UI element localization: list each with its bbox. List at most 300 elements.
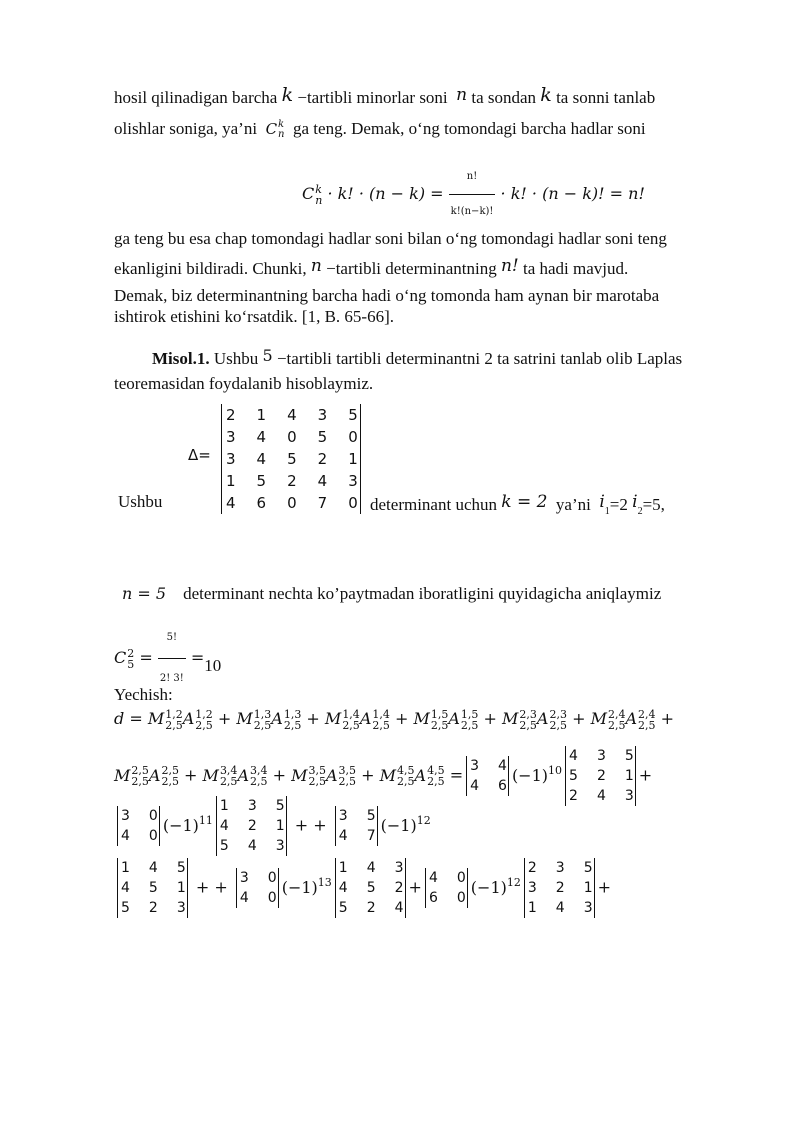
matrix-cell: 1	[256, 406, 267, 424]
matrix-cell: 5	[366, 808, 376, 824]
matrix-cell: 0	[287, 494, 297, 512]
a-indices	[549, 709, 567, 731]
a-indices	[427, 765, 445, 787]
matrix-row	[566, 766, 635, 786]
matrix-cell: 0	[148, 828, 158, 844]
matrix-cell: 1	[338, 860, 348, 876]
dash: −	[297, 88, 307, 107]
fraction	[449, 160, 496, 229]
matrix-row	[222, 492, 360, 514]
solution-line3	[114, 796, 431, 856]
matrix-cell: 4	[596, 788, 606, 804]
matrix-cell: 5	[569, 768, 578, 784]
matrix-cell: 4	[239, 890, 249, 906]
math-cnk	[266, 120, 285, 138]
a-letter: A	[237, 765, 249, 785]
math-5: 5	[262, 346, 273, 365]
matrix-row	[237, 888, 278, 908]
index-sup: 3,4	[219, 764, 238, 777]
matrix-row	[222, 404, 360, 426]
matrix-cell: 4	[121, 880, 130, 896]
math-n: n	[456, 85, 468, 105]
m-indices	[519, 709, 537, 731]
determinant	[524, 858, 595, 918]
minor-term	[590, 707, 656, 732]
formula-1	[302, 160, 645, 217]
m-indices	[308, 765, 326, 787]
matrix-cell: 2	[287, 472, 297, 490]
matrix-cell: 5	[256, 472, 267, 490]
count-formula	[114, 618, 222, 684]
matrix-cell: 3	[226, 428, 236, 446]
plus: +	[660, 709, 675, 728]
a-letter: A	[448, 709, 460, 728]
m-letter: M	[147, 709, 165, 728]
power-base: (−1)	[281, 877, 318, 897]
a-letter: A	[148, 765, 161, 785]
delta-symbol: Δ=	[188, 446, 211, 464]
index-sub: 2,5	[460, 718, 479, 732]
matrix-cell: 5	[624, 748, 634, 764]
matrix-cell: 6	[428, 890, 438, 906]
eq: =	[139, 648, 153, 667]
determinant	[335, 806, 378, 846]
power-base: (−1)	[470, 877, 507, 897]
matrix-cell: 2	[247, 818, 257, 834]
matrix-table	[118, 858, 187, 918]
matrix-cell: 7	[366, 828, 376, 844]
matrix-table	[426, 868, 467, 908]
m-letter: M	[379, 765, 397, 785]
n-sub: n	[278, 129, 285, 140]
matrix-row	[222, 470, 360, 492]
matrix-row	[118, 806, 159, 826]
matrix-cell: 2	[555, 880, 565, 896]
matrix-cell: 1	[121, 860, 130, 876]
dash: −	[276, 349, 287, 368]
solution-line1	[114, 704, 674, 734]
frac-den: 2! 3!	[159, 673, 184, 684]
matrix-cell: 2	[596, 768, 606, 784]
matrix-cell: 3	[470, 758, 480, 774]
plus: +	[361, 765, 375, 785]
matrix-cell: 4	[470, 778, 480, 794]
matrix-table	[566, 746, 635, 806]
matrix-cell: 1	[624, 768, 634, 784]
plus: +	[306, 709, 320, 728]
matrix-cell: 3	[121, 808, 130, 824]
solution-line4	[114, 858, 611, 918]
matrix-cell: 3	[317, 406, 328, 424]
c-letter: C	[302, 184, 315, 203]
index-sub: 2,5	[165, 718, 183, 732]
matrix-cell: 2	[394, 880, 404, 896]
matrix-cell: 3	[239, 870, 249, 886]
matrix-cell: 0	[267, 870, 277, 886]
text: determinant uchun	[370, 495, 497, 514]
m-letter: M	[114, 765, 131, 785]
matrix-cell: 4	[121, 828, 130, 844]
matrix-cell: 4	[428, 870, 438, 886]
matrix-cell: 3	[247, 798, 257, 814]
index-sub: 2,5	[638, 718, 656, 732]
index-sub: 2,5	[253, 718, 272, 732]
m-letter: M	[590, 709, 607, 728]
a-letter: A	[359, 709, 372, 728]
para2-line3: Demak, biz determinantning barcha hadi o‘ng tomonda ham aynan bir marotaba	[114, 286, 660, 305]
a-indices	[339, 765, 357, 787]
m-indices	[254, 709, 272, 731]
para2-line2	[114, 255, 628, 280]
power-exp: 12	[506, 875, 521, 889]
index-sub: 2,5	[131, 775, 149, 788]
index-sup: 1,5	[460, 707, 479, 721]
matrix-row	[217, 836, 286, 856]
matrix-cell: 3	[555, 860, 565, 876]
a-indices	[161, 765, 179, 787]
matrix-cell: 3	[527, 880, 537, 896]
matrix-row	[525, 858, 594, 878]
minor-term	[202, 764, 268, 788]
determinant	[425, 868, 468, 908]
index-sub: 2,5	[427, 775, 445, 788]
sign-power	[162, 813, 213, 835]
plus-plus: + +	[294, 815, 327, 835]
index-sub: 2,5	[430, 718, 449, 732]
matrix-cell: 4	[256, 428, 267, 446]
minor-term	[324, 707, 390, 732]
a-letter: A	[182, 709, 195, 728]
text: ekanligini bildiradi. Chunki,	[114, 259, 307, 278]
sign-power	[380, 813, 431, 835]
matrix-row	[525, 898, 594, 918]
determinant	[216, 796, 287, 856]
index-sup: 1,5	[430, 707, 449, 721]
matrix-cell: 5	[317, 428, 328, 446]
plus: +	[597, 877, 612, 897]
m-letter: M	[413, 709, 430, 728]
matrix-cell: 1	[176, 880, 186, 896]
result: 10	[204, 656, 222, 675]
matrix-cell: 1	[583, 880, 593, 896]
matrix-row	[217, 796, 286, 816]
m-letter: M	[202, 765, 219, 785]
text: tartibli tartibli determinantni 2 ta satrini tanlab olib Laplas	[286, 349, 683, 368]
matrix-cell: 5	[176, 860, 186, 876]
determinant	[117, 806, 160, 846]
a-letter: A	[625, 709, 638, 728]
power-exp: 12	[416, 813, 431, 827]
index-sub: 2,5	[338, 775, 357, 788]
math-k-eq: k = 2	[501, 492, 548, 512]
matrix-table	[222, 404, 360, 514]
matrix-row	[467, 776, 508, 796]
minor-term	[379, 764, 445, 788]
power-base: (−1)	[162, 815, 199, 835]
index-sub: 2,5	[195, 718, 213, 732]
index-sup: 1,2	[165, 707, 183, 721]
i1-sub: 1	[604, 506, 610, 517]
sign-power	[511, 763, 563, 785]
plus: +	[184, 765, 198, 785]
a-indices	[638, 709, 656, 731]
formula-part: · k! · (n − k) =	[327, 184, 444, 203]
index-sup: 2,3	[549, 707, 567, 721]
text: tartibli determinantning	[335, 259, 497, 278]
index-sub: 2,5	[161, 775, 179, 788]
matrix-table	[336, 806, 377, 846]
matrix-cell: 1	[275, 818, 285, 834]
m-indices	[165, 709, 183, 731]
index-sup: 4,5	[427, 764, 445, 777]
text: Ushbu	[213, 349, 259, 368]
text: ta hadi mavjud.	[522, 259, 629, 278]
matrix-cell: 5	[219, 838, 229, 854]
a-letter: A	[325, 765, 338, 785]
matrix-cell: 0	[348, 494, 358, 512]
para2-line4: ishtirok etishini ko‘rsatdik. [1, B. 65-66].	[114, 307, 395, 326]
frac-den: k!(n−k)!	[450, 206, 494, 217]
matrix-cell: 4	[394, 900, 404, 916]
matrix-cell: 4	[148, 860, 158, 876]
delta-matrix	[221, 404, 361, 514]
plus: +	[572, 709, 586, 728]
determinant	[565, 746, 636, 806]
sign-power	[470, 875, 521, 897]
matrix-cell: 1	[226, 472, 236, 490]
formula-part: · k! · (n − k)! = n!	[500, 184, 645, 203]
matrix-cell: 2	[569, 788, 578, 804]
ushbu-label: Ushbu	[118, 492, 163, 511]
matrix-cell: 4	[338, 880, 348, 896]
plus: +	[272, 765, 286, 785]
matrix-cell: 0	[456, 870, 466, 886]
a-letter: A	[271, 709, 283, 728]
matrix-cell: 2	[148, 900, 158, 916]
matrix-cell: 5	[583, 860, 593, 876]
matrix-table	[336, 858, 405, 918]
text: olishlar soniga, ya’ni	[114, 119, 258, 138]
matrix-row	[336, 826, 377, 846]
matrix-cell: 4	[317, 472, 328, 490]
index-sub: 2,5	[372, 718, 390, 732]
index-sub: 2,5	[219, 775, 238, 788]
text: hosil qilinadigan barcha	[114, 88, 278, 107]
matrix-cell: 4	[226, 494, 236, 512]
m-indices	[342, 709, 360, 731]
matrix-row	[426, 868, 467, 888]
matrix-cell: 1	[527, 900, 537, 916]
text: ga teng. Demak, o‘ng tomondagi barcha hadlar soni	[293, 119, 646, 138]
c-letter: C	[114, 648, 127, 667]
matrix-cell: 4	[256, 450, 267, 468]
matrix-row	[222, 426, 360, 448]
matrix-cell: 4	[219, 818, 229, 834]
a-indices	[195, 709, 213, 731]
matrix-row	[336, 806, 377, 826]
matrix-cell: 4	[366, 860, 376, 876]
matrix-row	[237, 868, 278, 888]
matrix-row	[118, 898, 187, 918]
matrix-cell: 3	[348, 472, 358, 490]
matrix-row	[566, 786, 635, 806]
matrix-cell: 3	[583, 900, 593, 916]
matrix-cell: 2	[527, 860, 537, 876]
matrix-cell: 3	[275, 838, 285, 854]
matrix-cell: 3	[596, 748, 606, 764]
math-i: i	[599, 492, 605, 512]
count-line	[122, 583, 661, 605]
matrix-cell: 3	[176, 900, 186, 916]
index-sup: 2,4	[607, 707, 626, 721]
n-sub: n	[315, 193, 323, 207]
m-indices	[608, 709, 626, 731]
para1-line1	[114, 84, 655, 109]
matrix-cell: 3	[624, 788, 634, 804]
eq: =	[190, 648, 205, 667]
matrix-cell: 4	[569, 748, 578, 764]
matrix-cell: 5	[121, 900, 130, 916]
index-sup: 3,4	[250, 764, 268, 777]
matrix-cell: 3	[226, 450, 236, 468]
matrix-row	[336, 878, 405, 898]
c-sub: 5	[127, 657, 135, 671]
matrix-cell: 0	[287, 428, 297, 446]
plus: +	[217, 709, 232, 728]
minor-term	[114, 764, 179, 788]
m-indices	[131, 765, 149, 787]
index-sub: 2,5	[342, 718, 360, 732]
math-n: n	[310, 256, 322, 276]
power-exp: 13	[317, 875, 332, 889]
determinant	[466, 756, 509, 796]
m-letter: M	[324, 709, 342, 728]
power-exp: 11	[198, 813, 213, 827]
a-letter: A	[536, 709, 549, 728]
matrix-row	[336, 898, 405, 918]
math-n-eq: n = 5	[122, 584, 167, 603]
math-nfact: n!	[500, 256, 519, 276]
a-indices	[461, 709, 479, 731]
index-sup: 2,3	[519, 707, 537, 721]
index-sup: 2,4	[638, 707, 656, 721]
matrix-row	[222, 448, 360, 470]
index-sup: 1,4	[342, 707, 360, 721]
matrix-cell: 0	[148, 808, 158, 824]
para1-line2	[114, 118, 646, 140]
index-sub: 2,5	[549, 718, 567, 732]
dash: −	[326, 259, 336, 278]
index-sup: 2,5	[131, 764, 149, 777]
matrix-cell: 5	[148, 880, 158, 896]
matrix-cell: 2	[317, 450, 328, 468]
plus-plus: + +	[195, 877, 228, 897]
index-sub: 2,5	[250, 775, 268, 788]
eq: =	[449, 765, 464, 785]
matrix-cell: 4	[247, 838, 257, 854]
text: determinant nechta ko’paytmadan iboratligini quyidagicha aniqlaymiz	[183, 584, 662, 603]
matrix-row	[118, 858, 187, 878]
index-sub: 2,5	[607, 718, 626, 732]
d-eq: d =	[114, 709, 143, 728]
delta-after	[370, 491, 665, 523]
index-sup: 4,5	[397, 764, 415, 777]
c-letter: C	[265, 120, 278, 138]
index-sup: 1,3	[253, 707, 272, 721]
matrix-cell: 4	[498, 758, 507, 774]
matrix-row	[336, 858, 405, 878]
matrix-cell: 0	[348, 428, 358, 446]
a-indices	[250, 765, 268, 787]
index-sup: 1,4	[372, 707, 390, 721]
matrix-table	[467, 756, 508, 796]
index-sup: 2,5	[161, 764, 179, 777]
a-indices	[372, 709, 390, 731]
minor-term	[291, 764, 357, 788]
i2-val: =5,	[642, 495, 665, 514]
example-title: Misol.1.	[152, 349, 210, 368]
index-sup: 3,5	[308, 764, 326, 777]
matrix-table	[217, 796, 286, 856]
determinant	[117, 858, 188, 918]
matrix-row	[118, 878, 187, 898]
matrix-cell: 4	[287, 406, 297, 424]
minor-term	[502, 707, 567, 732]
frac-num: 5!	[158, 618, 186, 659]
determinant	[335, 858, 406, 918]
matrix-cell: 5	[275, 798, 285, 814]
index-sub: 2,5	[397, 775, 415, 788]
matrix-table	[237, 868, 278, 908]
matrix-cell: 1	[348, 450, 358, 468]
minor-term	[147, 707, 213, 732]
index-sup: 1,2	[195, 707, 213, 721]
index-sup: 3,5	[338, 764, 357, 777]
matrix-cell: 1	[219, 798, 229, 814]
example-line1	[152, 345, 682, 370]
c-sup: 2	[127, 646, 135, 660]
para2-line1: ga teng bu esa chap tomondagi hadlar soni bilan o‘ng tomondagi hadlar soni teng	[114, 229, 667, 248]
index-sub: 2,5	[283, 718, 302, 732]
sign-power	[281, 875, 332, 897]
matrix-row	[118, 826, 159, 846]
matrix-table	[525, 858, 594, 918]
i1-val: =2	[609, 495, 628, 514]
index-sup: 1,3	[283, 707, 302, 721]
matrix-cell: 2	[226, 406, 236, 424]
text: tartibli minorlar soni	[306, 88, 448, 107]
matrix-cell: 4	[338, 828, 348, 844]
m-letter: M	[291, 765, 308, 785]
m-letter: M	[236, 709, 253, 728]
math-k: k	[281, 84, 294, 106]
matrix-cell: 6	[498, 778, 507, 794]
m-indices	[397, 765, 415, 787]
matrix-cell: 5	[348, 406, 358, 424]
minor-term	[413, 707, 479, 732]
math-i: i	[632, 492, 638, 512]
matrix-row	[566, 746, 635, 766]
matrix-cell: 3	[338, 808, 348, 824]
matrix-row	[467, 756, 508, 776]
plus: +	[638, 765, 653, 785]
text: ya’ni	[555, 495, 591, 514]
determinant	[236, 868, 279, 908]
index-sub: 2,5	[519, 718, 537, 732]
matrix-cell: 6	[256, 494, 267, 512]
matrix-row	[525, 878, 594, 898]
matrix-cell: 7	[317, 494, 328, 512]
